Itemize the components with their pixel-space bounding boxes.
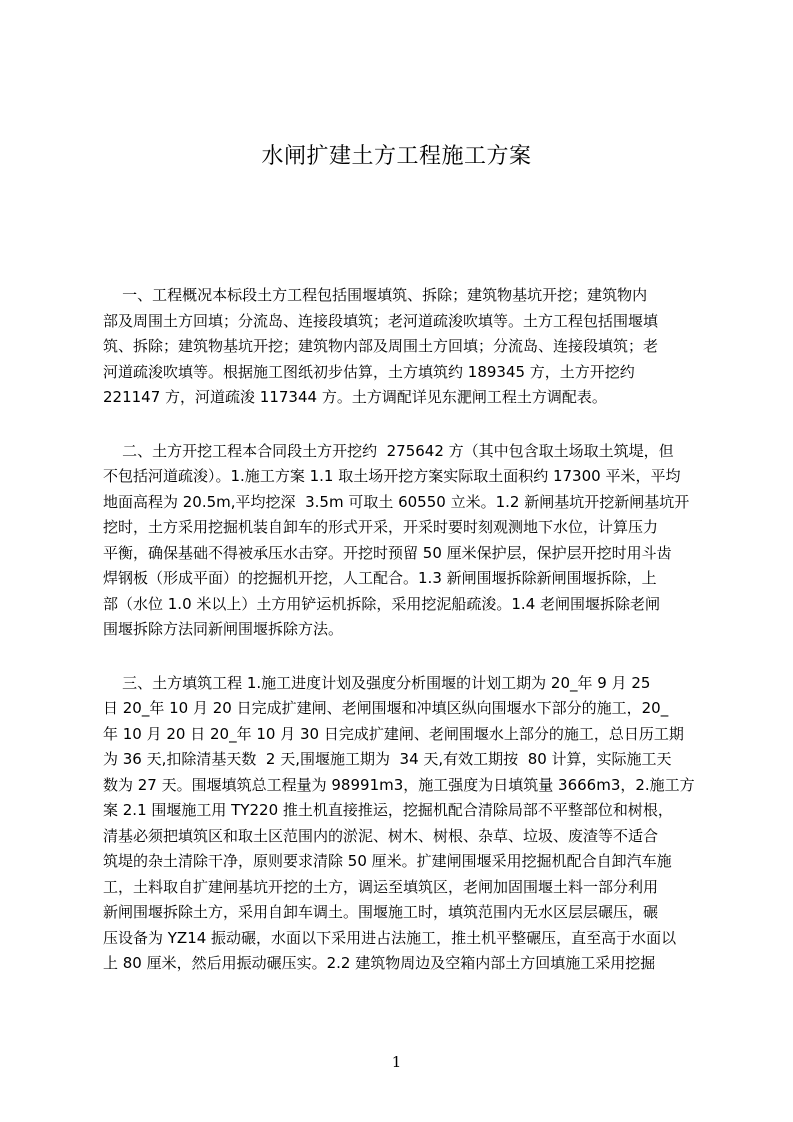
text-line: 部及周围土方回填；分流岛、连接段填筑；老河道疏浚吹填等。土方工程包括围堰填 <box>103 311 659 330</box>
text-line: 地面高程为 20.5m,平均挖深 3.5m 可取土 60550 立米。1.2 新闸基坑开挖新闸基坑开 <box>103 492 690 511</box>
text-line: 部（水位 1.0 米以上）土方用铲运机拆除，采用挖泥船疏浚。1.4 老闸围堰拆除老闸 <box>103 594 661 613</box>
text-line: 一、工程概况本标段土方工程包括围堰填筑、拆除；建筑物基坑开挖；建筑物内 <box>103 286 648 304</box>
page-number: 1 <box>391 1053 402 1071</box>
text-line: 焊钢板（形成平面）的挖掘机开挖，人工配合。1.3 新闸围堰拆除新闸围堰拆除，上 <box>103 569 657 587</box>
text-line: 上 80 厘米，然后用振动碾压实。2.2 建筑物周边及空箱内部土方回填施工采用挖掘 <box>103 954 656 972</box>
text-line: 围堰拆除方法同新闸围堰拆除方法。 <box>103 620 344 638</box>
paragraph-excavation <box>103 439 697 643</box>
paragraph-project-overview <box>103 283 697 411</box>
text-line: 新闸围堰拆除土方，采用自卸车调土。围堰施工时，填筑范围内无水区层层碾压，碾 <box>103 903 659 921</box>
text-line: 筑堤的杂土清除干净，原则要求清除 50 厘米。扩建闸围堰采用挖掘机配合自卸汽车施 <box>103 852 672 870</box>
text-line: 河道疏浚吹填等。根据施工图纸初步估算，土方填筑约 189345 方，土方开挖约 <box>103 362 635 381</box>
text-line: 案 2.1 围堰施工用 TY220 推土机直接推运，挖掘机配合清除局部不平整部位和树根， <box>103 801 673 819</box>
text-line: 不包括河道疏浚）。1.施工方案 1.1 取土场开挖方案实际取土面积约 17300 平米，平均 <box>103 467 681 485</box>
paragraph-spacer <box>103 411 697 439</box>
text-line: 数为 27 天。围堰填筑总工程量为 98991m3，施工强度为日填筑量 3666m3，2.施工方 <box>103 775 695 794</box>
text-line: 挖时，土方采用挖掘机装自卸车的形式开采，开采时要时刻观测地下水位，计算压力 <box>103 518 659 536</box>
text-line: 日 20_年 10 月 20 日完成扩建闸、老闸围堰和冲填区纵向围堰水下部分的施工，20_ <box>103 699 669 717</box>
text-line: 221147 方，河道疏浚 117344 方。土方调配详见东淝闸工程土方调配表。 <box>103 388 607 406</box>
text-line: 平衡，确保基础不得被承压水击穿。开挖时预留 50 厘米保护层，保护层开挖时用斗齿 <box>103 543 672 562</box>
text-line: 为 36 天,扣除清基天数 2 天,围堰施工期为 34 天,有效工期按 80 计算，实际施工天 <box>103 750 672 768</box>
document-body <box>103 283 697 977</box>
text-line: 三、土方填筑工程 1.施工进度计划及强度分析围堰的计划工期为 20_年 9 月 25 <box>103 673 651 692</box>
text-line: 压设备为 YZ14 振动碾，水面以下采用进占法施工，推土机平整碾压，直至高于水面以 <box>103 928 677 947</box>
text-line: 筑、拆除；建筑物基坑开挖；建筑物内部及周围土方回填；分流岛、连接段填筑；老 <box>103 337 659 355</box>
text-line: 清基必须把填筑区和取土区范围内的淤泥、树木、树根、杂草、垃圾、废渣等不适合 <box>103 826 659 845</box>
paragraph-spacer <box>103 643 697 671</box>
text-line: 年 10 月 20 日 20_年 10 月 30 日完成扩建闸、老闸围堰水上部分的施工，总日历工期 <box>103 724 684 743</box>
text-line: 二、土方开挖工程本合同段土方开挖约 275642 方（其中包含取土场取土筑堤，但 <box>103 441 674 460</box>
paragraph-filling <box>103 671 697 977</box>
document-title: 水闸扩建土方工程施工方案 <box>261 144 532 169</box>
text-line: 工，土料取自扩建闸基坑开挖的土方，调运至填筑区，老闸加固围堰土料一部分利用 <box>103 877 659 896</box>
